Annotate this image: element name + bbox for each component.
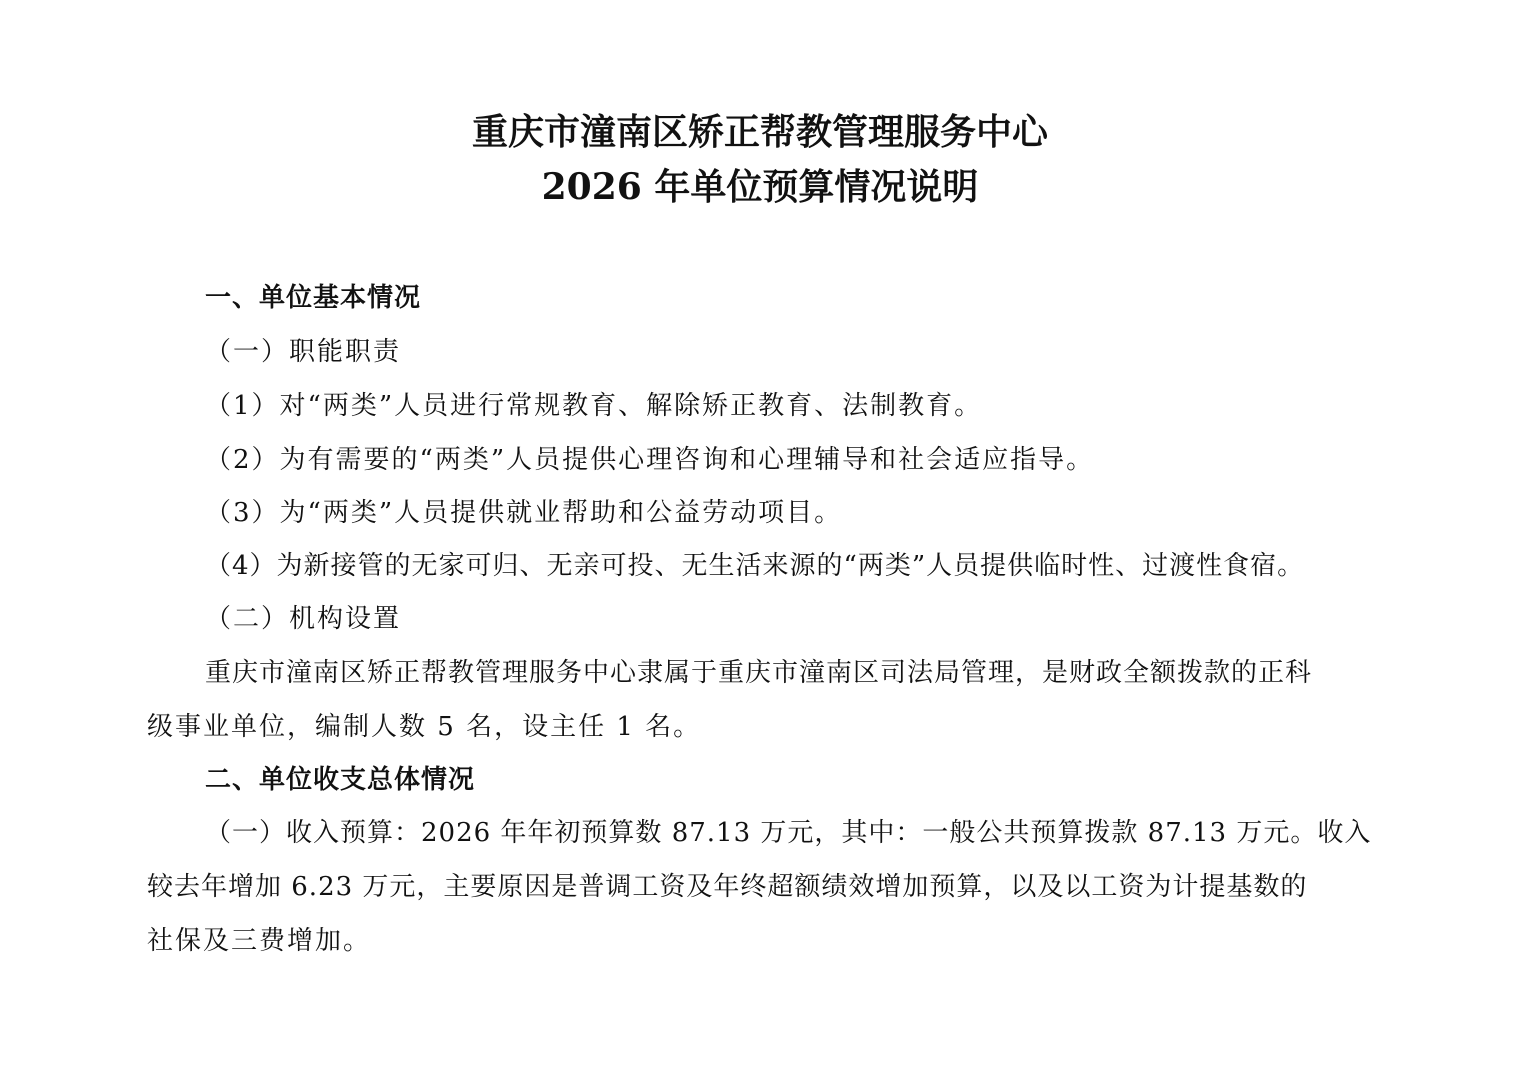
duty-item-1: （1）对“两类”人员进行常规教育、解除矫正教育、法制教育。 <box>205 391 983 421</box>
income-paragraph-line3: 社保及三费增加。 <box>147 926 372 956</box>
income-paragraph-line2: 较去年增加 6.23 万元，主要原因是普调工资及年终超额绩效增加预算，以及以工资为计提基数的 <box>147 872 1308 902</box>
subsection-organization-heading: （二）机构设置 <box>205 604 402 634</box>
income-paragraph-line1: （一）收入预算：2026 年年初预算数 87.13 万元，其中：一般公共预算拨款 87.13 万元。收入 <box>205 818 1372 848</box>
subsection-duties-heading: （一）职能职责 <box>205 337 402 367</box>
organization-paragraph-line2: 级事业单位，编制人数 5 名，设主任 1 名。 <box>147 712 702 742</box>
document-title-line1: 重庆市潼南区矫正帮教管理服务中心 <box>471 111 1048 153</box>
duty-item-3: （3）为“两类”人员提供就业帮助和公益劳动项目。 <box>205 498 843 528</box>
section1-heading: 一、单位基本情况 <box>205 283 422 313</box>
document-title-line2: 2026 年单位预算情况说明 <box>541 166 979 208</box>
section2-heading: 二、单位收支总体情况 <box>205 765 476 795</box>
duty-item-4: （4）为新接管的无家可归、无亲可投、无生活来源的“两类”人员提供临时性、过渡性食宿。 <box>205 551 1305 581</box>
organization-paragraph-line1: 重庆市潼南区矫正帮教管理服务中心隶属于重庆市潼南区司法局管理，是财政全额拨款的正科 <box>205 658 1313 688</box>
duty-item-2: （2）为有需要的“两类”人员提供心理咨询和心理辅导和社会适应指导。 <box>205 445 1095 475</box>
